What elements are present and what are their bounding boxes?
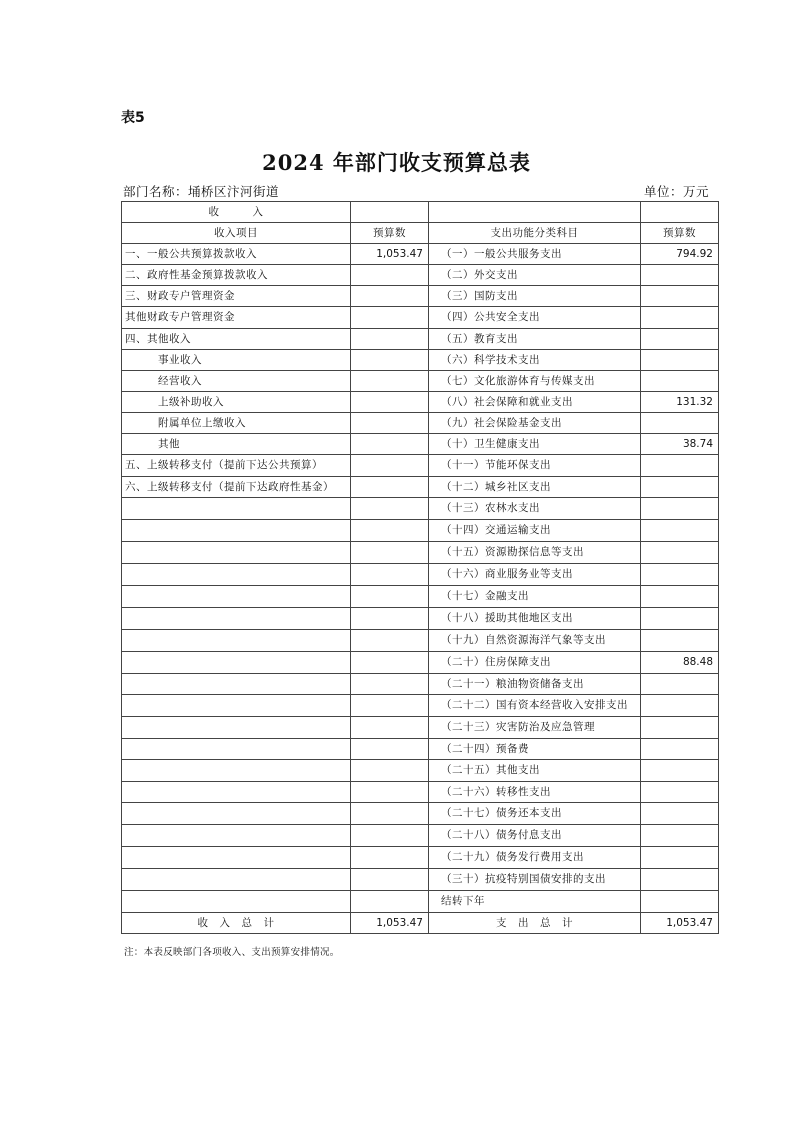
income-item-cell (122, 891, 351, 913)
table-row (122, 674, 719, 695)
expense-budget-cell: 131.32 (641, 392, 719, 413)
expense-item-cell: （四）公共安全支出 (429, 307, 641, 329)
table-row (122, 739, 719, 760)
income-item-cell (122, 717, 351, 739)
income-item-cell (122, 739, 351, 760)
income-item-cell: 二、政府性基金预算拨款收入 (122, 265, 351, 286)
expense-budget-cell (641, 413, 719, 434)
income-item-cell (122, 825, 351, 847)
income-item-cell (122, 652, 351, 674)
table-row (122, 564, 719, 586)
header-income-budget: 预算数 (351, 223, 429, 244)
income-budget-cell (351, 847, 429, 869)
table-row (122, 371, 719, 392)
expense-item-cell: （八）社会保障和就业支出 (429, 392, 641, 413)
expense-item-cell: （二十七）债务还本支出 (429, 803, 641, 825)
expense-item-cell: （五）教育支出 (429, 329, 641, 350)
income-budget-cell (351, 307, 429, 329)
empty-cell (351, 202, 429, 223)
income-item-cell: 六、上级转移支付（提前下达政府性基金） (122, 477, 351, 498)
expense-item-cell: （十三）农林水支出 (429, 498, 641, 520)
income-item-cell: 经营收入 (122, 371, 351, 392)
table-row (122, 477, 719, 498)
table-row (122, 542, 719, 564)
expense-budget-cell (641, 674, 719, 695)
income-item-cell: 五、上级转移支付（提前下达公共预算） (122, 455, 351, 477)
expense-budget-cell (641, 286, 719, 307)
table-header-row (122, 223, 719, 244)
header-expense-item: 支出功能分类科目 (429, 223, 641, 244)
table-number-label: 表5 (121, 110, 145, 126)
income-budget-cell (351, 739, 429, 760)
income-budget-cell (351, 586, 429, 608)
income-budget-cell (351, 455, 429, 477)
table-row (122, 652, 719, 674)
income-budget-cell (351, 498, 429, 520)
income-budget-cell (351, 760, 429, 782)
expense-budget-cell (641, 498, 719, 520)
expense-item-cell: （三十）抗疫特别国债安排的支出 (429, 869, 641, 891)
income-budget-cell (351, 371, 429, 392)
income-item-cell (122, 782, 351, 803)
income-budget-cell: 1,053.47 (351, 244, 429, 265)
income-budget-cell (351, 392, 429, 413)
income-item-cell (122, 564, 351, 586)
income-budget-cell (351, 825, 429, 847)
expense-item-cell: （十六）商业服务业等支出 (429, 564, 641, 586)
income-item-cell (122, 586, 351, 608)
table-row (122, 434, 719, 455)
table-row (122, 869, 719, 891)
expense-item-cell: （十四）交通运输支出 (429, 520, 641, 542)
expense-item-cell: （十九）自然资源海洋气象等支出 (429, 630, 641, 652)
income-budget-cell (351, 413, 429, 434)
expense-total-label: 支 出 总 计 (429, 913, 641, 934)
expense-item-cell: （一）一般公共服务支出 (429, 244, 641, 265)
income-item-cell (122, 695, 351, 717)
income-item-cell (122, 542, 351, 564)
income-total-value: 1,053.47 (351, 913, 429, 934)
income-item-cell (122, 498, 351, 520)
expense-budget-cell: 88.48 (641, 652, 719, 674)
unit-label: 单位：万元 (643, 184, 709, 199)
income-item-cell: 上级补助收入 (122, 392, 351, 413)
income-budget-cell (351, 803, 429, 825)
income-budget-cell (351, 695, 429, 717)
expense-item-cell: （七）文化旅游体育与传媒支出 (429, 371, 641, 392)
expense-item-cell: （九）社会保险基金支出 (429, 413, 641, 434)
income-item-cell (122, 608, 351, 630)
income-item-cell: 附属单位上缴收入 (122, 413, 351, 434)
table-row (122, 891, 719, 913)
income-budget-cell (351, 608, 429, 630)
table-row (122, 498, 719, 520)
income-item-cell: 其他财政专户管理资金 (122, 307, 351, 329)
income-item-cell (122, 869, 351, 891)
table-row (122, 413, 719, 434)
expense-budget-cell (641, 307, 719, 329)
table-row (122, 329, 719, 350)
expense-budget-cell (641, 825, 719, 847)
income-budget-cell (351, 542, 429, 564)
income-budget-cell (351, 350, 429, 371)
income-item-cell: 事业收入 (122, 350, 351, 371)
income-budget-cell (351, 869, 429, 891)
totals-row (122, 913, 719, 934)
table-row (122, 307, 719, 329)
income-item-cell (122, 520, 351, 542)
expense-budget-cell (641, 760, 719, 782)
expense-item-cell: （二十二）国有资本经营收入安排支出 (429, 695, 641, 717)
expense-budget-cell (641, 869, 719, 891)
expense-budget-cell: 38.74 (641, 434, 719, 455)
footnote: 注：本表反映部门各项收入、支出预算安排情况。 (124, 947, 340, 958)
table-row (122, 717, 719, 739)
income-item-cell (122, 847, 351, 869)
header-expense-budget: 预算数 (641, 223, 719, 244)
income-budget-cell (351, 286, 429, 307)
expense-item-cell: （十七）金融支出 (429, 586, 641, 608)
expense-budget-cell (641, 803, 719, 825)
expense-item-cell: （二十九）债务发行费用支出 (429, 847, 641, 869)
table-row (122, 286, 719, 307)
expense-item-cell: （十八）援助其他地区支出 (429, 608, 641, 630)
expense-item-cell: （三）国防支出 (429, 286, 641, 307)
table-row (122, 608, 719, 630)
expense-budget-cell (641, 520, 719, 542)
expense-budget-cell (641, 891, 719, 913)
table-row (122, 803, 719, 825)
expense-item-cell: （六）科学技术支出 (429, 350, 641, 371)
expense-budget-cell (641, 782, 719, 803)
income-budget-cell (351, 520, 429, 542)
income-budget-cell (351, 265, 429, 286)
expense-item-cell: （十五）资源勘探信息等支出 (429, 542, 641, 564)
expense-item-cell: 结转下年 (429, 891, 641, 913)
expense-budget-cell (641, 265, 719, 286)
expense-budget-cell (641, 586, 719, 608)
income-item-cell (122, 674, 351, 695)
expense-budget-cell (641, 717, 719, 739)
expense-budget-cell (641, 630, 719, 652)
expense-item-cell: （二十三）灾害防治及应急管理 (429, 717, 641, 739)
expense-budget-cell (641, 329, 719, 350)
income-budget-cell (351, 434, 429, 455)
income-budget-cell (351, 782, 429, 803)
expense-budget-cell (641, 695, 719, 717)
expense-budget-cell (641, 350, 719, 371)
expense-item-cell: （十）卫生健康支出 (429, 434, 641, 455)
expense-item-cell: （十二）城乡社区支出 (429, 477, 641, 498)
empty-cell (641, 202, 719, 223)
expense-budget-cell (641, 455, 719, 477)
expense-budget-cell (641, 608, 719, 630)
table-row (122, 520, 719, 542)
table-row (122, 695, 719, 717)
table-row (122, 586, 719, 608)
income-budget-cell (351, 652, 429, 674)
table-top-header-row (122, 202, 719, 223)
income-item-cell (122, 803, 351, 825)
income-budget-cell (351, 564, 429, 586)
expense-item-cell: （二十八）债务付息支出 (429, 825, 641, 847)
income-section-header: 收 入 (122, 202, 351, 223)
expense-budget-cell (641, 847, 719, 869)
expense-budget-cell (641, 564, 719, 586)
expense-budget-cell (641, 739, 719, 760)
expense-budget-cell (641, 542, 719, 564)
expense-budget-cell: 794.92 (641, 244, 719, 265)
department-name: 部门名称：埇桥区汴河街道 (123, 184, 280, 199)
income-total-label: 收 入 总 计 (122, 913, 351, 934)
expense-item-cell: （二十四）预备费 (429, 739, 641, 760)
income-budget-cell (351, 477, 429, 498)
income-item-cell: 四、其他收入 (122, 329, 351, 350)
page-title: 2024 年部门收支预算总表 (262, 150, 531, 175)
expense-item-cell: （二十五）其他支出 (429, 760, 641, 782)
table-row (122, 782, 719, 803)
table-row (122, 760, 719, 782)
table-row (122, 825, 719, 847)
income-budget-cell (351, 674, 429, 695)
expense-budget-cell (641, 477, 719, 498)
budget-table (121, 201, 719, 934)
expense-item-cell: （二）外交支出 (429, 265, 641, 286)
header-income-item: 收入项目 (122, 223, 351, 244)
empty-cell (429, 202, 641, 223)
income-budget-cell (351, 891, 429, 913)
table-row (122, 244, 719, 265)
expense-total-value: 1,053.47 (641, 913, 719, 934)
income-item-cell: 一、一般公共预算拨款收入 (122, 244, 351, 265)
income-item-cell (122, 760, 351, 782)
income-budget-cell (351, 630, 429, 652)
table-row (122, 265, 719, 286)
table-row (122, 630, 719, 652)
expense-item-cell: （十一）节能环保支出 (429, 455, 641, 477)
income-budget-cell (351, 717, 429, 739)
expense-item-cell: （二十六）转移性支出 (429, 782, 641, 803)
table-row (122, 847, 719, 869)
table-row (122, 350, 719, 371)
table-row (122, 392, 719, 413)
income-budget-cell (351, 329, 429, 350)
income-item-cell: 三、财政专户管理资金 (122, 286, 351, 307)
expense-item-cell: （二十）住房保障支出 (429, 652, 641, 674)
expense-budget-cell (641, 371, 719, 392)
income-item-cell: 其他 (122, 434, 351, 455)
expense-item-cell: （二十一）粮油物资储备支出 (429, 674, 641, 695)
table-row (122, 455, 719, 477)
income-item-cell (122, 630, 351, 652)
